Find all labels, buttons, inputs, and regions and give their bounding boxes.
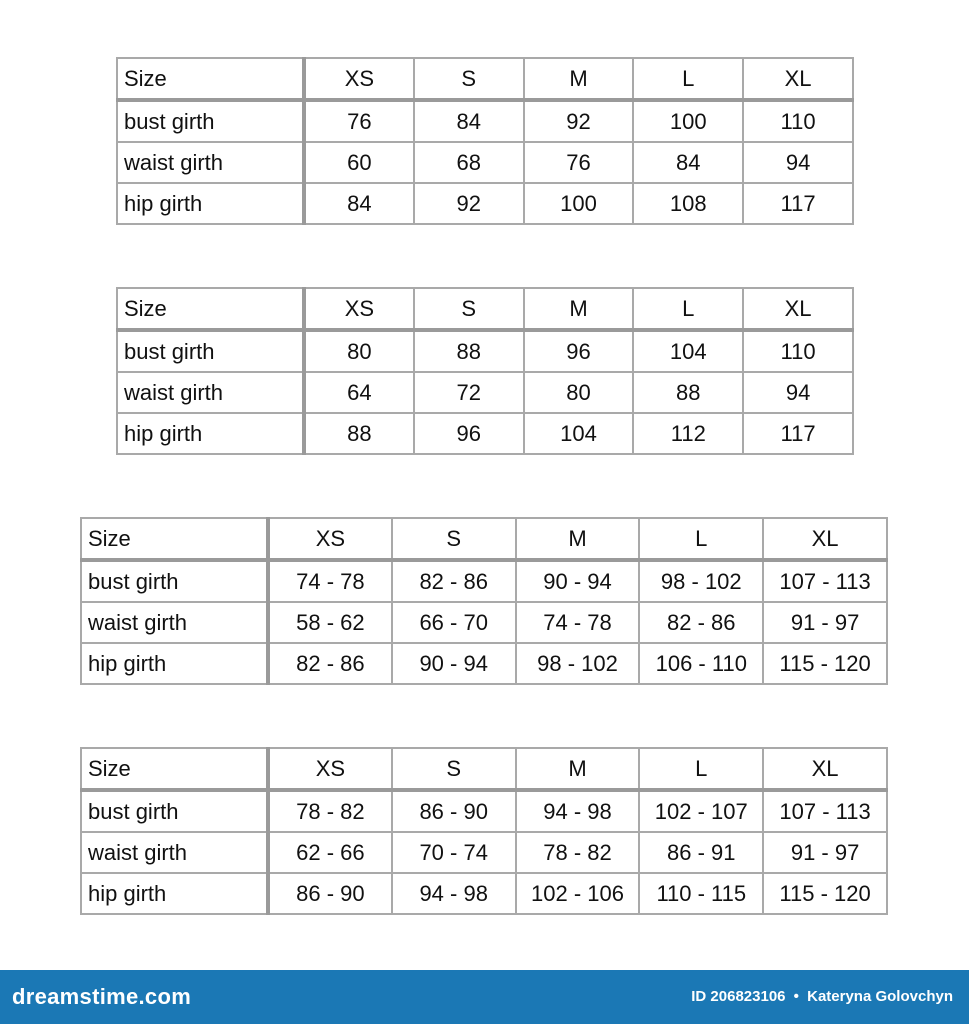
measurement-label-cell: bust girth: [117, 100, 304, 142]
table-row: [81, 790, 887, 832]
table-row: [117, 100, 853, 142]
size-column-header: S: [392, 748, 516, 790]
table-cell: 91 - 97: [763, 602, 887, 643]
image-credit: [687, 988, 953, 1005]
table-cell: 92: [414, 183, 524, 224]
measurement-label-cell: hip girth: [81, 643, 268, 684]
table-row: [117, 372, 853, 413]
table-cell: 62 - 66: [268, 832, 392, 873]
table-cell: 102 - 107: [639, 790, 763, 832]
size-column-header: S: [414, 58, 524, 100]
size-column-header: M: [524, 58, 634, 100]
table-cell: 80: [524, 372, 634, 413]
table-cell: 86 - 91: [639, 832, 763, 873]
size-column-header: M: [516, 748, 640, 790]
table-cell: 91 - 97: [763, 832, 887, 873]
table-cell: 76: [304, 100, 414, 142]
table-cell: 90 - 94: [392, 643, 516, 684]
table-cell: 66 - 70: [392, 602, 516, 643]
author-name[interactable]: Kateryna Golovchyn: [807, 988, 953, 1005]
table-cell: 115 - 120: [763, 873, 887, 914]
table-cell: 96: [524, 330, 634, 372]
size-chart-table-1: [116, 57, 854, 225]
size-column-header: XL: [743, 58, 853, 100]
table-cell: 94 - 98: [392, 873, 516, 914]
size-chart-table-2: [116, 287, 854, 455]
table-cell: 90 - 94: [516, 560, 640, 602]
size-column-header: XL: [743, 288, 853, 330]
table-cell: 68: [414, 142, 524, 183]
size-column-header: L: [633, 58, 743, 100]
table-cell: 58 - 62: [268, 602, 392, 643]
table-cell: 78 - 82: [268, 790, 392, 832]
table-cell: 102 - 106: [516, 873, 640, 914]
table-cell: 92: [524, 100, 634, 142]
table-cell: 112: [633, 413, 743, 454]
table-cell: 84: [633, 142, 743, 183]
table-cell: 110 - 115: [639, 873, 763, 914]
measurement-label-cell: waist girth: [117, 142, 304, 183]
table-row: [117, 183, 853, 224]
size-column-header: S: [392, 518, 516, 560]
header-row: [81, 748, 887, 790]
size-header-cell: Size: [81, 748, 268, 790]
credit-separator: •: [793, 988, 799, 1005]
table-cell: 88: [304, 413, 414, 454]
table-cell: 98 - 102: [516, 643, 640, 684]
table-cell: 117: [743, 413, 853, 454]
size-column-header: XS: [268, 518, 392, 560]
measurement-label-cell: hip girth: [117, 183, 304, 224]
size-column-header: M: [516, 518, 640, 560]
size-header-cell: Size: [81, 518, 268, 560]
measurement-label-cell: bust girth: [81, 560, 268, 602]
table-cell: 84: [414, 100, 524, 142]
table-cell: 117: [743, 183, 853, 224]
table-cell: 74 - 78: [516, 602, 640, 643]
measurement-label-cell: hip girth: [81, 873, 268, 914]
measurement-label-cell: waist girth: [117, 372, 304, 413]
image-id: ID 206823106: [691, 988, 786, 1005]
table-row: [81, 602, 887, 643]
size-column-header: L: [633, 288, 743, 330]
table-cell: 80: [304, 330, 414, 372]
header-row: [117, 288, 853, 330]
table-cell: 110: [743, 330, 853, 372]
table-cell: 106 - 110: [639, 643, 763, 684]
table-cell: 78 - 82: [516, 832, 640, 873]
table-cell: 104: [633, 330, 743, 372]
table-cell: 86 - 90: [392, 790, 516, 832]
size-column-header: L: [639, 748, 763, 790]
brand-logo-text[interactable]: dreamstime.com: [12, 984, 192, 1009]
table-cell: 60: [304, 142, 414, 183]
measurement-label-cell: waist girth: [81, 602, 268, 643]
table-cell: 94: [743, 142, 853, 183]
table-row: [117, 330, 853, 372]
size-column-header: XS: [304, 58, 414, 100]
table-cell: 82 - 86: [639, 602, 763, 643]
table-cell: 76: [524, 142, 634, 183]
table-cell: 104: [524, 413, 634, 454]
table-cell: 100: [524, 183, 634, 224]
size-column-header: XL: [763, 518, 887, 560]
table-cell: 88: [414, 330, 524, 372]
table-row: [117, 142, 853, 183]
table-cell: 64: [304, 372, 414, 413]
header-row: [117, 58, 853, 100]
measurement-label-cell: hip girth: [117, 413, 304, 454]
size-chart-table-4: [80, 747, 888, 915]
table-cell: 107 - 113: [763, 560, 887, 602]
table-cell: 88: [633, 372, 743, 413]
table-row: [81, 643, 887, 684]
table-row: [117, 413, 853, 454]
table-cell: 108: [633, 183, 743, 224]
size-column-header: XS: [268, 748, 392, 790]
size-header-cell: Size: [117, 58, 304, 100]
size-column-header: L: [639, 518, 763, 560]
size-column-header: S: [414, 288, 524, 330]
table-cell: 96: [414, 413, 524, 454]
measurement-label-cell: waist girth: [81, 832, 268, 873]
table-cell: 98 - 102: [639, 560, 763, 602]
table-cell: 94 - 98: [516, 790, 640, 832]
size-column-header: XS: [304, 288, 414, 330]
table-cell: 72: [414, 372, 524, 413]
table-row: [81, 873, 887, 914]
table-cell: 100: [633, 100, 743, 142]
footer-bar: [0, 970, 969, 1024]
measurement-label-cell: bust girth: [117, 330, 304, 372]
table-cell: 86 - 90: [268, 873, 392, 914]
table-cell: 84: [304, 183, 414, 224]
table-cell: 107 - 113: [763, 790, 887, 832]
table-cell: 82 - 86: [392, 560, 516, 602]
table-row: [81, 832, 887, 873]
table-cell: 70 - 74: [392, 832, 516, 873]
size-chart-table-3: [80, 517, 888, 685]
header-row: [81, 518, 887, 560]
table-cell: 82 - 86: [268, 643, 392, 684]
table-cell: 94: [743, 372, 853, 413]
table-cell: 110: [743, 100, 853, 142]
size-column-header: M: [524, 288, 634, 330]
size-header-cell: Size: [117, 288, 304, 330]
size-column-header: XL: [763, 748, 887, 790]
table-row: [81, 560, 887, 602]
table-cell: 115 - 120: [763, 643, 887, 684]
table-cell: 74 - 78: [268, 560, 392, 602]
measurement-label-cell: bust girth: [81, 790, 268, 832]
